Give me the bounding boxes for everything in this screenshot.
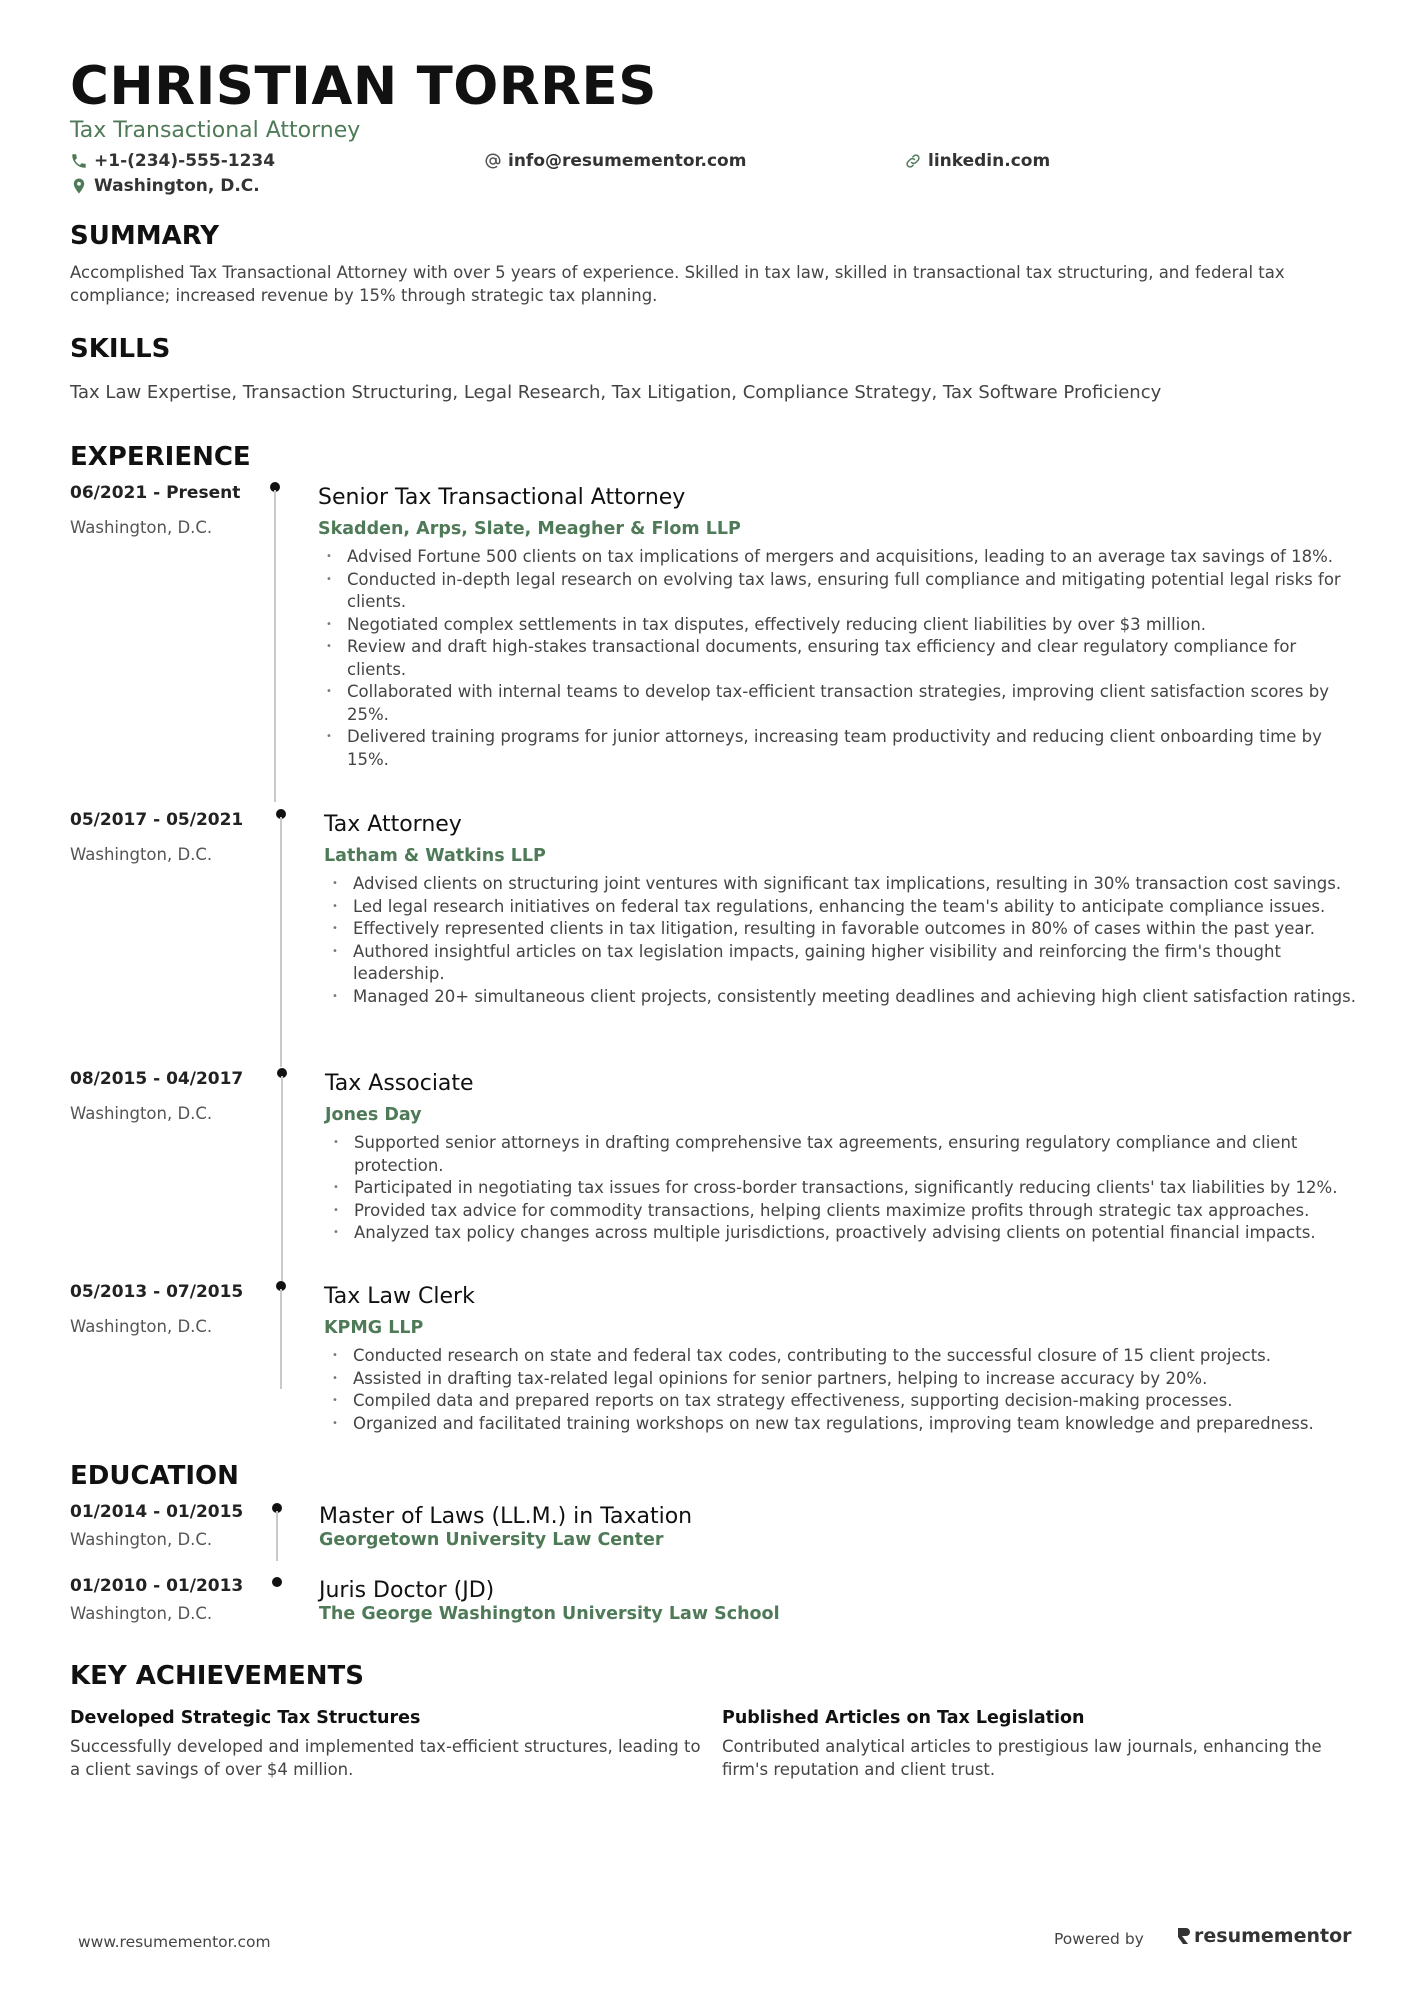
experience-heading: EXPERIENCE: [70, 442, 251, 472]
education-dates: 01/2014 - 01/2015: [70, 1502, 244, 1522]
education-heading: EDUCATION: [70, 1461, 239, 1491]
job-dates: 08/2015 - 04/2017: [70, 1069, 244, 1089]
job-bullet: • Effectively represented clients in tax litigation, resulting in favorable outcomes in 80% of cases within the past year.: [332, 918, 1362, 941]
job-bullet: • Authored insightful articles on tax legislation impacts, gaining higher visibility and reinforcing the firm's thought leadership.: [332, 941, 1362, 986]
job-bullet: • Advised Fortune 500 clients on tax implications of mergers and acquisitions, leading to an average tax savings of 18%.: [326, 546, 1356, 569]
job-company: KPMG LLP: [324, 1318, 424, 1338]
skills-text: Tax Law Expertise, Transaction Structuring, Legal Research, Tax Litigation, Compliance Strategy, Tax Software Proficiency: [70, 382, 1162, 403]
achievement-item: [722, 1707, 1362, 1781]
summary-heading: SUMMARY: [70, 221, 220, 251]
at-icon: [484, 152, 502, 170]
timeline-line: [274, 490, 276, 802]
job-bullet: • Led legal research initiatives on federal tax regulations, enhancing the team's ability to anticipate compliance issues.: [332, 896, 1362, 919]
job-bullets: [332, 1345, 1362, 1435]
job-title: Tax Attorney: [324, 812, 462, 837]
contact-linkedin: [904, 150, 1050, 172]
job-bullets: [332, 873, 1362, 1008]
location-text: Washington, D.C.: [94, 176, 260, 196]
job-title: Senior Tax Transactional Attorney: [318, 485, 686, 510]
job-bullet: • Delivered training programs for junior attorneys, increasing team productivity and reducing client onboarding time by 15%.: [326, 726, 1356, 771]
job-company: Skadden, Arps, Slate, Meagher & Flom LLP: [318, 519, 741, 539]
contact-phone: [70, 150, 275, 172]
resumementor-logo-icon: [1176, 1926, 1190, 1946]
linkedin-text[interactable]: linkedin.com: [928, 151, 1051, 171]
education-dates: 01/2010 - 01/2013: [70, 1576, 244, 1596]
phone-text[interactable]: +1-(234)-555-1234: [94, 151, 276, 171]
job-bullet: • Analyzed tax policy changes across multiple jurisdictions, proactively advising clients on potential financial impacts.: [333, 1222, 1363, 1245]
timeline-line: [280, 1289, 282, 1389]
achievement-title: Developed Strategic Tax Structures: [70, 1708, 421, 1728]
job-dates: 06/2021 - Present: [70, 483, 241, 503]
achievement-description: Successfully developed and implemented tax-efficient structures, leading to a client savings of over $4 million.: [70, 1737, 701, 1779]
job-location: Washington, D.C.: [70, 845, 213, 864]
job-company: Jones Day: [325, 1105, 422, 1125]
footer-brand[interactable]: [1176, 1924, 1352, 1948]
job-bullet: • Negotiated complex settlements in tax disputes, effectively reducing client liabilities by over $3 million.: [326, 614, 1356, 637]
achievement-title: Published Articles on Tax Legislation: [722, 1708, 1085, 1728]
job-bullet: • Advised clients on structuring joint ventures with significant tax implications, resulting in 30% transaction cost savings.: [332, 873, 1362, 896]
email-text[interactable]: info@resumementor.com: [508, 151, 747, 171]
job-bullets: [326, 546, 1356, 771]
education-school: The George Washington University Law School: [319, 1604, 780, 1624]
skills-heading: SKILLS: [70, 334, 171, 364]
timeline-line: [280, 817, 282, 1067]
footer-powered-by: Powered by: [1054, 1930, 1144, 1948]
education-location: Washington, D.C.: [70, 1604, 213, 1623]
job-bullet: • Supported senior attorneys in drafting comprehensive tax agreements, ensuring regulatory compliance and client protection.: [333, 1132, 1363, 1177]
footer-website-link[interactable]: www.resumementor.com: [78, 1933, 271, 1951]
timeline-dot: [272, 1577, 282, 1587]
job-location: Washington, D.C.: [70, 518, 213, 537]
job-title: Tax Law Clerk: [324, 1284, 475, 1309]
job-company: Latham & Watkins LLP: [324, 846, 546, 866]
achievement-description: Contributed analytical articles to prestigious law journals, enhancing the firm's reputation and client trust.: [722, 1737, 1322, 1779]
job-bullet: • Managed 20+ simultaneous client projects, consistently meeting deadlines and achieving high client satisfaction ratings.: [332, 986, 1362, 1009]
job-bullet: • Conducted in-depth legal research on evolving tax laws, ensuring full compliance and mitigating potential legal risks for clients.: [326, 569, 1356, 614]
candidate-role: Tax Transactional Attorney: [70, 118, 361, 143]
summary-text: Accomplished Tax Transactional Attorney with over 5 years of experience. Skilled in tax law, skilled in transactional tax structuring, and federal tax compliance; increased revenue by 15% through strategic tax planning.: [70, 263, 1285, 305]
footer-brand-text: resumementor: [1194, 1925, 1352, 1947]
location-pin-icon: [70, 177, 88, 195]
contact-location: [70, 175, 260, 197]
job-dates: 05/2017 - 05/2021: [70, 810, 244, 830]
achievements-heading: KEY ACHIEVEMENTS: [70, 1661, 364, 1691]
job-bullet: • Provided tax advice for commodity transactions, helping clients maximize profits through strategic tax approaches.: [333, 1200, 1363, 1223]
timeline-line: [276, 1511, 278, 1561]
link-icon: [904, 152, 922, 170]
job-bullet: • Review and draft high-stakes transactional documents, ensuring tax efficiency and clear regulatory compliance for clients.: [326, 636, 1356, 681]
job-bullet: • Participated in negotiating tax issues for cross-border transactions, significantly reducing clients' tax liabilities by 12%.: [333, 1177, 1363, 1200]
timeline-line: [281, 1076, 283, 1281]
achievement-item: [70, 1707, 710, 1781]
job-title: Tax Associate: [325, 1071, 474, 1096]
job-location: Washington, D.C.: [70, 1104, 213, 1123]
candidate-name: CHRISTIAN TORRES: [70, 56, 657, 117]
education-degree: Juris Doctor (JD): [319, 1578, 495, 1603]
phone-icon: [70, 152, 88, 170]
job-bullets: [333, 1132, 1363, 1245]
job-bullet: • Assisted in drafting tax-related legal opinions for senior partners, helping to increase accuracy by 20%.: [332, 1368, 1362, 1391]
contact-email: [484, 150, 746, 172]
job-bullet: • Compiled data and prepared reports on tax strategy effectiveness, supporting decision-making processes.: [332, 1390, 1362, 1413]
job-dates: 05/2013 - 07/2015: [70, 1282, 244, 1302]
education-school: Georgetown University Law Center: [319, 1530, 664, 1550]
job-bullet: • Organized and facilitated training workshops on new tax regulations, improving team knowledge and preparedness.: [332, 1413, 1362, 1436]
education-degree: Master of Laws (LL.M.) in Taxation: [319, 1504, 693, 1529]
job-location: Washington, D.C.: [70, 1317, 213, 1336]
education-location: Washington, D.C.: [70, 1530, 213, 1549]
job-bullet: • Collaborated with internal teams to develop tax-efficient transaction strategies, improving client satisfaction scores by 25%.: [326, 681, 1356, 726]
job-bullet: • Conducted research on state and federal tax codes, contributing to the successful closure of 15 client projects.: [332, 1345, 1362, 1368]
